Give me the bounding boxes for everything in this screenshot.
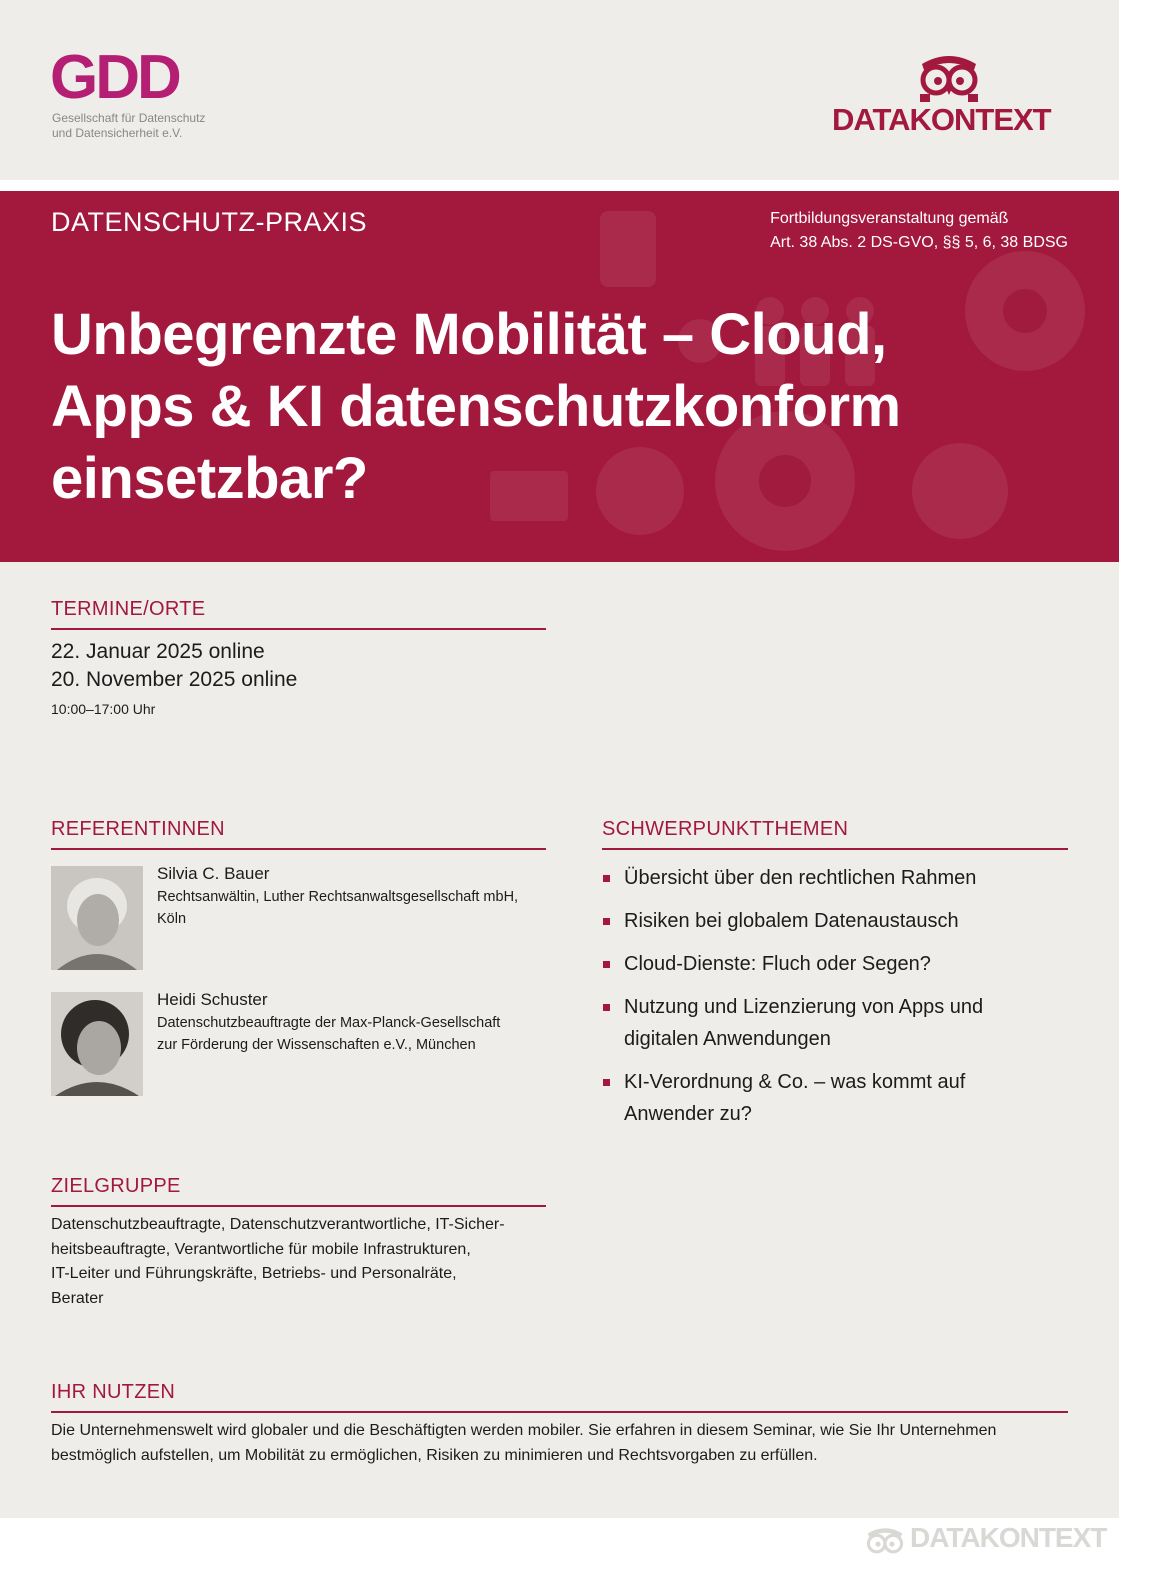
owl-icon	[864, 1524, 906, 1558]
speaker-info	[157, 988, 547, 1056]
gdd-logo	[50, 50, 200, 104]
topic-text: Cloud-Dienste: Fluch oder Segen?	[624, 953, 931, 975]
event-date: 20. November 2025 online	[51, 668, 298, 691]
text-line: Berater	[51, 1289, 104, 1307]
event-time: 10:00–17:00 Uhr	[51, 701, 156, 717]
topic-text: Anwender zu?	[624, 1103, 752, 1125]
bullet-icon	[603, 1004, 610, 1011]
text-line: heitsbeauftragte, Verantwortliche für mobile Infrastrukturen,	[51, 1240, 471, 1258]
banner-note-line: Fortbildungsveranstaltung gemäß	[770, 210, 1009, 227]
page-margin-right	[1119, 0, 1171, 1570]
nutzen-text	[51, 1419, 1068, 1468]
speaker-role: Datenschutzbeauftragte der Max-Planck-Gesellschaft	[157, 1015, 501, 1031]
section-heading: ZIELGRUPPE	[51, 1175, 546, 1207]
text-line: Die Unternehmenswelt wird globaler und die Beschäftigten werden mobiler. Sie erfahren in diesem Seminar, wie Sie Ihr Unternehmen	[51, 1422, 997, 1439]
topic-text: Nutzung und Lizenzierung von Apps und	[624, 996, 984, 1018]
speaker-name: Heidi Schuster	[157, 990, 268, 1009]
referenten-section	[51, 818, 546, 1096]
nutzen-section	[51, 1381, 1068, 1468]
seminar-title	[51, 299, 1061, 515]
text-line: IT-Leiter und Führungskräfte, Betriebs- und Personalräte,	[51, 1265, 457, 1282]
portrait-image	[51, 992, 143, 1096]
speaker-photo	[51, 992, 143, 1096]
section-heading: TERMINE/ORTE	[51, 598, 546, 630]
owl-icon	[916, 50, 982, 102]
bullet-icon	[603, 918, 610, 925]
seminar-title-line: einsetzbar?	[51, 446, 368, 511]
topic-item	[602, 862, 1068, 894]
termine-section	[51, 598, 546, 720]
speaker-role: Rechtsanwältin, Luther Rechtsanwaltsgesellschaft mbH,	[157, 889, 519, 905]
section-heading: REFERENTINNEN	[51, 818, 546, 850]
svg-text:GDD: GDD	[50, 50, 179, 104]
topic-item	[602, 905, 1068, 937]
bullet-icon	[603, 875, 610, 882]
gdd-subtitle-line: und Datensicherheit e.V.	[52, 126, 183, 140]
title-banner	[0, 191, 1119, 562]
gdd-logo-mark	[50, 50, 200, 104]
topic-text: KI-Verordnung & Co. – was kommt auf	[624, 1071, 966, 1093]
speaker-name: Silvia C. Bauer	[157, 864, 270, 883]
topic-text: digitalen Anwendungen	[624, 1028, 831, 1050]
bullet-icon	[603, 1079, 610, 1086]
portrait-image	[51, 866, 143, 970]
seminar-title-line: Apps & KI datenschutzkonform	[51, 374, 901, 439]
speaker-role: zur Förderung der Wissenschaften e.V., München	[157, 1037, 476, 1053]
banner-note-line: Art. 38 Abs. 2 DS-GVO, §§ 5, 6, 38 BDSG	[770, 234, 1068, 251]
text-line: Datenschutzbeauftragte, Datenschutzverantwortliche, IT-Sicher-	[51, 1216, 505, 1233]
speaker-info	[157, 862, 547, 930]
banner-accreditation-note	[770, 207, 1068, 255]
section-heading: SCHWERPUNKTTHEMEN	[602, 818, 1068, 850]
schwerpunkte-section	[602, 818, 1068, 1141]
gdd-subtitle-line: Gesellschaft für Datenschutz	[52, 111, 206, 125]
speaker-card	[51, 992, 546, 1096]
topic-text: Risiken bei globalem Datenaustausch	[624, 910, 959, 932]
seminar-title-line: Unbegrenzte Mobilität – Cloud,	[51, 302, 887, 367]
topic-item	[602, 991, 1068, 1055]
zielgruppe-section	[51, 1175, 546, 1311]
speaker-card	[51, 866, 546, 970]
text-line: bestmöglich aufstellen, um Mobilität zu ermöglichen, Risiken zu minimieren und Rechtsvorgaben zu erfüllen.	[51, 1446, 818, 1464]
topic-list	[602, 862, 1068, 1130]
event-date: 22. Januar 2025 online	[51, 640, 265, 663]
banner-kicker: DATENSCHUTZ-PRAXIS	[51, 207, 368, 237]
topic-item	[602, 1066, 1068, 1130]
gdd-subtitle	[52, 111, 205, 141]
topic-item	[602, 948, 1068, 980]
bullet-icon	[603, 961, 610, 968]
datakontext-wordmark: DATAKONTEXT	[832, 102, 1051, 137]
section-heading: IHR NUTZEN	[51, 1381, 1068, 1413]
zielgruppe-text	[51, 1213, 546, 1311]
header-divider	[0, 180, 1119, 191]
datakontext-logo	[832, 50, 1072, 136]
footer-wordmark: DATAKONTEXT	[910, 1522, 1107, 1553]
speaker-photo	[51, 866, 143, 970]
topic-text: Übersicht über den rechtlichen Rahmen	[624, 867, 977, 889]
speaker-role: Köln	[157, 911, 187, 927]
